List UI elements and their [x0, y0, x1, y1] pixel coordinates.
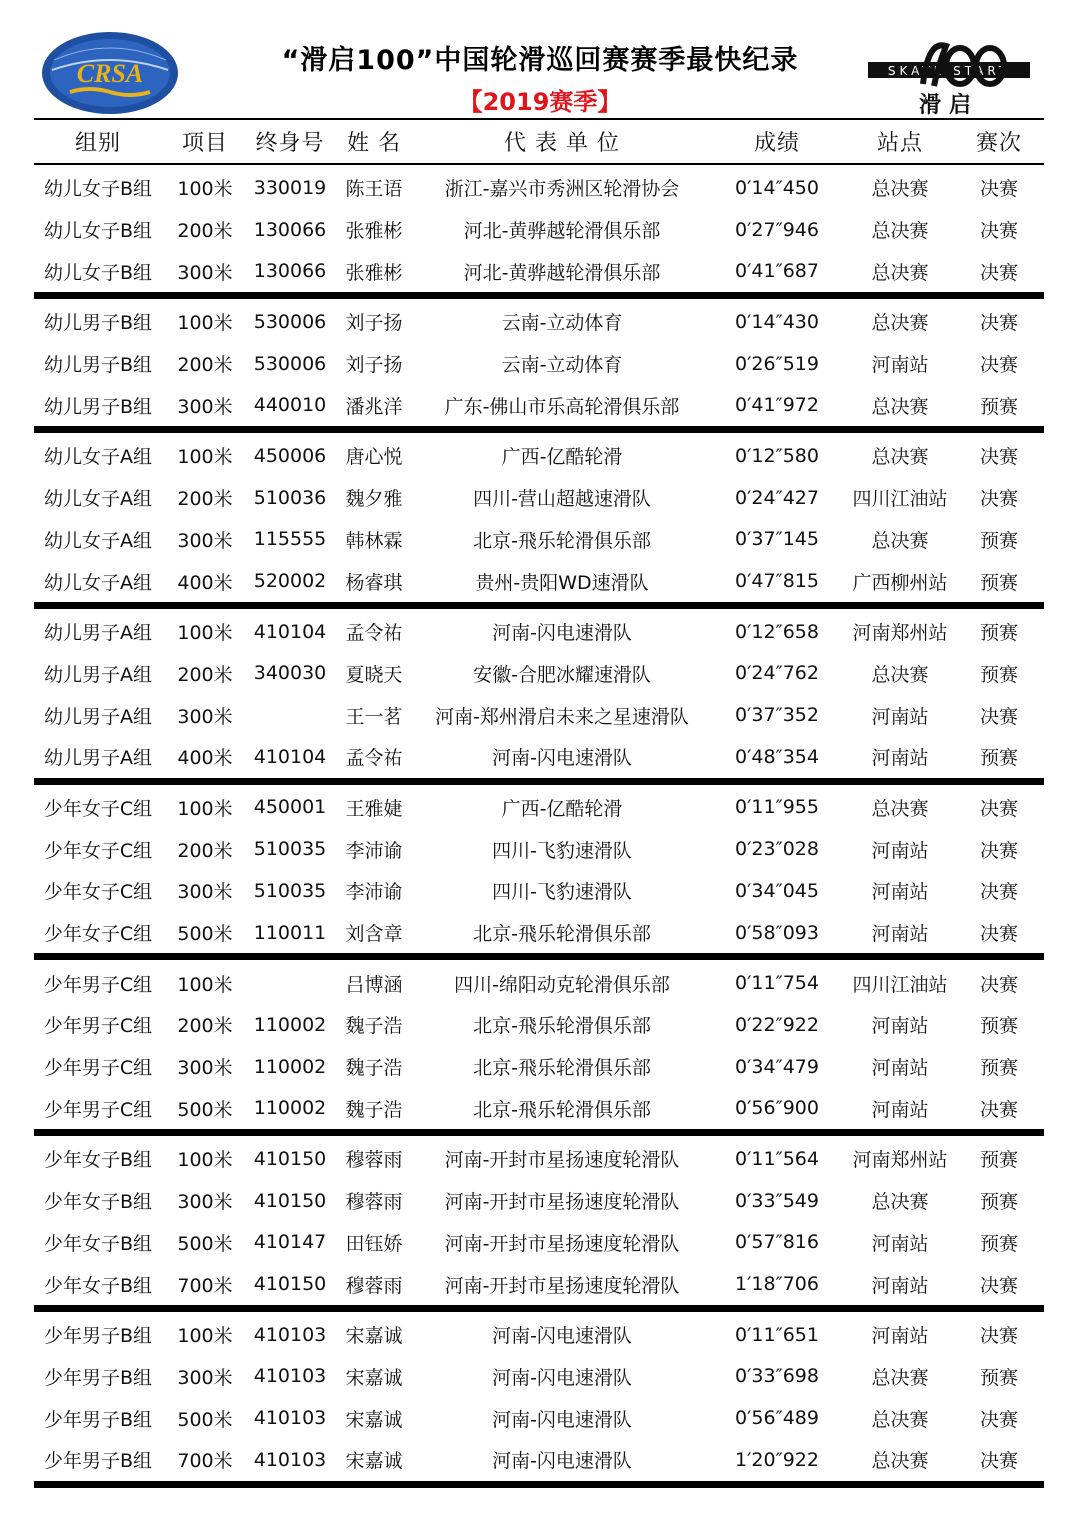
cell-result: 0′56″900 — [735, 1097, 819, 1120]
cell-group: 幼儿男子A组 — [44, 747, 152, 770]
cell-name: 陈王语 — [345, 178, 403, 201]
table-row — [34, 1046, 1044, 1088]
cell-unit: 贵州-贵阳WD速滑队 — [475, 571, 649, 594]
cell-result: 0′34″479 — [735, 1055, 819, 1078]
cell-id: 410103 — [253, 1407, 327, 1430]
column-header-station: 站点 — [846, 119, 954, 164]
cell-event: 300米 — [177, 881, 233, 904]
cell-round: 预赛 — [979, 622, 1018, 645]
cell-group: 少年女子C组 — [43, 923, 153, 946]
cell-event: 200米 — [177, 839, 233, 862]
cell-station: 总决赛 — [871, 529, 929, 552]
cell-event: 100米 — [177, 973, 233, 996]
cell-unit: 河南-闪电速滑队 — [492, 747, 632, 770]
cell-station: 河南站 — [871, 881, 929, 904]
skate-start-logo-icon — [868, 36, 1030, 118]
cell-group: 少年女子C组 — [43, 839, 153, 862]
cell-unit: 河南-开封市星扬速度轮滑队 — [444, 1191, 680, 1214]
cell-unit: 河南-闪电速滑队 — [492, 622, 632, 645]
cell-name: 宋嘉诚 — [345, 1366, 403, 1389]
cell-round: 决赛 — [979, 839, 1018, 862]
skate-start-logo-cn: 滑启 — [918, 93, 980, 118]
cell-group: 幼儿女子A组 — [44, 488, 152, 511]
cell-id: 510035 — [253, 838, 327, 861]
cell-round: 预赛 — [979, 1232, 1018, 1255]
cell-result: 0′33″698 — [735, 1365, 819, 1388]
cell-station: 河南站 — [871, 1015, 929, 1038]
table-row — [34, 912, 1044, 957]
cell-unit: 河北-黄骅越轮滑俱乐部 — [463, 261, 661, 284]
cell-unit: 河南-开封市星扬速度轮滑队 — [444, 1232, 680, 1255]
cell-group: 少年女子B组 — [43, 1232, 153, 1255]
cell-group: 少年男子C组 — [43, 1057, 153, 1080]
cell-group: 少年男子B组 — [43, 1450, 153, 1473]
cell-id: 115555 — [253, 528, 327, 551]
table-row — [34, 653, 1044, 695]
cell-result: 1′18″706 — [735, 1273, 819, 1296]
table-row — [34, 736, 1044, 781]
cell-event: 300米 — [177, 529, 233, 552]
cell-id: 520002 — [253, 570, 327, 593]
cell-event: 500米 — [177, 1232, 233, 1255]
cell-group: 幼儿女子A组 — [44, 446, 152, 469]
record-group — [34, 1133, 1044, 1309]
cell-result: 0′47″815 — [735, 570, 819, 593]
cell-station: 河南站 — [871, 923, 929, 946]
cell-round: 决赛 — [979, 261, 1018, 284]
cell-name: 宋嘉诚 — [345, 1325, 403, 1348]
cell-name: 刘含章 — [345, 923, 403, 946]
cell-group: 幼儿女子B组 — [43, 178, 153, 201]
cell-result: 0′58″093 — [735, 921, 819, 944]
cell-station: 总决赛 — [871, 663, 929, 686]
cell-name: 孟令祐 — [345, 747, 403, 770]
cell-round: 决赛 — [979, 1325, 1018, 1348]
cell-id: 110002 — [253, 1013, 327, 1036]
column-header-event: 项目 — [162, 119, 248, 164]
record-group — [34, 957, 1044, 1133]
records-table-wrap — [34, 118, 1044, 1488]
cell-id: 110002 — [253, 1097, 327, 1120]
cell-group: 幼儿男子A组 — [44, 663, 152, 686]
cell-id: 440010 — [253, 394, 327, 417]
cell-unit: 河南-开封市星扬速度轮滑队 — [444, 1274, 680, 1297]
cell-unit: 浙江-嘉兴市秀洲区轮滑协会 — [444, 178, 680, 201]
cell-unit: 北京-飛乐轮滑俱乐部 — [473, 1015, 651, 1038]
column-header-id: 终身号 — [248, 119, 332, 164]
column-header-result: 成绩 — [708, 119, 846, 164]
cell-result: 0′41″687 — [735, 260, 819, 283]
cell-round: 决赛 — [979, 1408, 1018, 1431]
cell-station: 总决赛 — [871, 797, 929, 820]
cell-name: 孟令祐 — [345, 622, 403, 645]
cell-name: 杨睿琪 — [345, 571, 403, 594]
cell-event: 700米 — [177, 1274, 233, 1297]
table-row — [34, 560, 1044, 605]
cell-round: 决赛 — [979, 973, 1018, 996]
cell-round: 决赛 — [979, 1274, 1018, 1297]
cell-name: 宋嘉诚 — [345, 1408, 403, 1431]
cell-result: 0′11″651 — [735, 1323, 819, 1346]
cell-id: 410103 — [253, 1365, 327, 1388]
cell-station: 河南站 — [871, 705, 929, 728]
cell-unit: 广东-佛山市乐高轮滑俱乐部 — [444, 395, 680, 418]
cell-unit: 河南-闪电速滑队 — [492, 1408, 632, 1431]
table-row — [34, 296, 1044, 343]
cell-event: 100米 — [177, 1149, 233, 1172]
cell-result: 0′26″519 — [735, 352, 819, 375]
cell-event: 200米 — [177, 220, 233, 243]
column-header-group: 组别 — [34, 119, 162, 164]
cell-round: 决赛 — [979, 220, 1018, 243]
table-row — [34, 1397, 1044, 1439]
cell-name: 田钰娇 — [345, 1232, 403, 1255]
record-group — [34, 296, 1044, 430]
cell-round: 决赛 — [979, 881, 1018, 904]
cell-station: 河南郑州站 — [852, 622, 948, 645]
table-row — [34, 1133, 1044, 1180]
cell-event: 100米 — [177, 178, 233, 201]
table-row — [34, 957, 1044, 1004]
cell-round: 决赛 — [979, 178, 1018, 201]
cell-group: 幼儿男子B组 — [43, 395, 153, 418]
cell-id: 530006 — [253, 310, 327, 333]
cell-group: 少年女子C组 — [43, 881, 153, 904]
page-title: “滑启100”中国轮滑巡回赛赛季最快纪录 — [281, 45, 799, 76]
table-row — [34, 343, 1044, 385]
cell-id: 410103 — [253, 1323, 327, 1346]
cell-unit: 河南-开封市星扬速度轮滑队 — [444, 1149, 680, 1172]
cell-name: 李沛谕 — [345, 839, 403, 862]
cell-unit: 广西-亿酷轮滑 — [501, 797, 623, 820]
cell-id: 450006 — [253, 444, 327, 467]
cell-group: 少年男子B组 — [43, 1366, 153, 1389]
cell-station: 河南站 — [871, 747, 929, 770]
table-row — [34, 1222, 1044, 1264]
cell-group: 幼儿男子A组 — [44, 705, 152, 728]
cell-event: 300米 — [177, 395, 233, 418]
record-group — [34, 781, 1044, 957]
table-row — [34, 1263, 1044, 1308]
cell-name: 张雅彬 — [345, 220, 403, 243]
cell-station: 河南站 — [871, 354, 929, 377]
cell-name: 刘子扬 — [345, 354, 403, 377]
cell-id: 110011 — [253, 921, 327, 944]
cell-id: 510035 — [253, 879, 327, 902]
cell-round: 决赛 — [979, 923, 1018, 946]
cell-result: 0′24″427 — [735, 486, 819, 509]
cell-result: 0′48″354 — [735, 745, 819, 768]
cell-group: 少年男子B组 — [43, 1325, 153, 1348]
cell-event: 300米 — [177, 1191, 233, 1214]
cell-unit: 河北-黄骅越轮滑俱乐部 — [463, 220, 661, 243]
cell-result: 0′12″580 — [735, 444, 819, 467]
record-group — [34, 430, 1044, 606]
cell-unit: 河南-闪电速滑队 — [492, 1325, 632, 1348]
page-header — [0, 0, 1080, 120]
cell-result: 0′22″922 — [735, 1013, 819, 1036]
cell-station: 河南站 — [871, 1325, 929, 1348]
cell-name: 魏夕雅 — [345, 488, 403, 511]
cell-unit: 四川-飞豹速滑队 — [492, 881, 632, 904]
cell-result: 0′27″946 — [735, 218, 819, 241]
cell-result: 0′12″658 — [735, 620, 819, 643]
cell-id: 410150 — [253, 1273, 327, 1296]
cell-round: 预赛 — [979, 1015, 1018, 1038]
cell-round: 决赛 — [979, 797, 1018, 820]
cell-id: 110002 — [253, 1055, 327, 1078]
table-header-row — [34, 119, 1044, 164]
cell-event: 100米 — [177, 1325, 233, 1348]
table-row — [34, 1180, 1044, 1222]
cell-station: 总决赛 — [871, 1191, 929, 1214]
cell-name: 唐心悦 — [345, 446, 403, 469]
table-row — [34, 519, 1044, 561]
cell-name: 宋嘉诚 — [345, 1450, 403, 1473]
cell-event: 200米 — [177, 663, 233, 686]
cell-unit: 四川-飞豹速滑队 — [492, 839, 632, 862]
cell-group: 少年男子C组 — [43, 1015, 153, 1038]
cell-station: 河南站 — [871, 839, 929, 862]
cell-round: 预赛 — [979, 1366, 1018, 1389]
cell-id: 410104 — [253, 745, 327, 768]
cell-round: 预赛 — [979, 571, 1018, 594]
cell-group: 幼儿女子A组 — [44, 571, 152, 594]
column-header-unit: 代 表 单 位 — [416, 119, 708, 164]
cell-unit: 广西-亿酷轮滑 — [501, 446, 623, 469]
cell-group: 少年女子B组 — [43, 1274, 153, 1297]
cell-group: 幼儿女子B组 — [43, 261, 153, 284]
table-row — [34, 1004, 1044, 1046]
cell-station: 总决赛 — [871, 220, 929, 243]
cell-station: 四川江油站 — [852, 973, 948, 996]
cell-name: 魏子浩 — [345, 1015, 403, 1038]
cell-event: 700米 — [177, 1450, 233, 1473]
cell-name: 穆蓉雨 — [345, 1149, 403, 1172]
cell-event: 100米 — [177, 797, 233, 820]
cell-unit: 河南-闪电速滑队 — [492, 1450, 632, 1473]
cell-station: 总决赛 — [871, 1408, 929, 1431]
cell-id: 130066 — [253, 218, 327, 241]
cell-station: 河南站 — [871, 1232, 929, 1255]
cell-round: 预赛 — [979, 1057, 1018, 1080]
cell-event: 200米 — [177, 1015, 233, 1038]
cell-unit: 北京-飛乐轮滑俱乐部 — [473, 923, 651, 946]
cell-name: 韩林霖 — [345, 529, 403, 552]
cell-group: 幼儿女子A组 — [44, 529, 152, 552]
cell-event: 500米 — [177, 1098, 233, 1121]
cell-station: 河南站 — [871, 1274, 929, 1297]
table-row — [34, 477, 1044, 519]
cell-event: 100米 — [177, 312, 233, 335]
cell-result: 0′37″352 — [735, 704, 819, 727]
table-row — [34, 1356, 1044, 1398]
cell-unit: 北京-飛乐轮滑俱乐部 — [473, 1098, 651, 1121]
cell-name: 王雅婕 — [345, 797, 403, 820]
cell-id: 340030 — [253, 662, 327, 685]
cell-name: 潘兆洋 — [345, 395, 403, 418]
cell-name: 吕博涵 — [345, 973, 403, 996]
table-row — [34, 605, 1044, 652]
cell-round: 预赛 — [979, 1191, 1018, 1214]
cell-result: 0′41″972 — [735, 394, 819, 417]
cell-id: 410147 — [253, 1231, 327, 1254]
cell-unit: 四川-绵阳动克轮滑俱乐部 — [454, 973, 670, 996]
cell-event: 400米 — [177, 571, 233, 594]
cell-station: 总决赛 — [871, 1450, 929, 1473]
cell-station: 总决赛 — [871, 178, 929, 201]
cell-station: 四川江油站 — [852, 488, 948, 511]
cell-group: 少年男子B组 — [43, 1408, 153, 1431]
cell-station: 总决赛 — [871, 312, 929, 335]
cell-result: 0′14″450 — [735, 176, 819, 199]
cell-unit: 四川-营山超越速滑队 — [473, 488, 651, 511]
cell-station: 总决赛 — [871, 446, 929, 469]
cell-round: 决赛 — [979, 1098, 1018, 1121]
cell-result: 0′56″489 — [735, 1407, 819, 1430]
cell-round: 预赛 — [979, 395, 1018, 418]
season-label: 【2019赛季】 — [458, 88, 622, 116]
cell-event: 300米 — [177, 1366, 233, 1389]
table-row — [34, 828, 1044, 870]
cell-id: 410104 — [253, 620, 327, 643]
cell-station: 总决赛 — [871, 395, 929, 418]
cell-id: 410150 — [253, 1147, 327, 1170]
table-row — [34, 164, 1044, 209]
cell-group: 少年男子C组 — [43, 1098, 153, 1121]
cell-id: 410150 — [253, 1189, 327, 1212]
cell-name: 穆蓉雨 — [345, 1274, 403, 1297]
cell-group: 幼儿女子B组 — [43, 220, 153, 243]
cell-round: 决赛 — [979, 446, 1018, 469]
cell-unit: 河南-闪电速滑队 — [492, 1366, 632, 1389]
table-row — [34, 694, 1044, 736]
cell-name: 魏子浩 — [345, 1057, 403, 1080]
cell-station: 河南站 — [871, 1098, 929, 1121]
cell-event: 500米 — [177, 923, 233, 946]
cell-station: 河南郑州站 — [852, 1149, 948, 1172]
cell-group: 少年女子B组 — [43, 1191, 153, 1214]
cell-round: 预赛 — [979, 663, 1018, 686]
cell-station: 广西柳州站 — [852, 571, 948, 594]
cell-station: 总决赛 — [871, 261, 929, 284]
column-header-round: 赛次 — [954, 119, 1044, 164]
cell-round: 决赛 — [979, 312, 1018, 335]
cell-unit: 云南-立动体育 — [501, 312, 623, 335]
cell-name: 刘子扬 — [345, 312, 403, 335]
cell-round: 预赛 — [979, 747, 1018, 770]
cell-id: 450001 — [253, 796, 327, 819]
cell-group: 幼儿男子A组 — [44, 622, 152, 645]
cell-name: 李沛谕 — [345, 881, 403, 904]
cell-round: 决赛 — [979, 488, 1018, 511]
cell-result: 0′14″430 — [735, 310, 819, 333]
cell-event: 300米 — [177, 1057, 233, 1080]
cell-event: 400米 — [177, 747, 233, 770]
cell-result: 0′11″955 — [735, 796, 819, 819]
cell-name: 夏晓天 — [345, 663, 403, 686]
cell-group: 幼儿男子B组 — [43, 312, 153, 335]
table-row — [34, 781, 1044, 828]
cell-station: 河南站 — [871, 1057, 929, 1080]
cell-result: 1′20″922 — [735, 1448, 819, 1471]
cell-event: 200米 — [177, 488, 233, 511]
cell-unit: 河南-郑州滑启未来之星速滑队 — [435, 705, 689, 728]
cell-event: 300米 — [177, 705, 233, 728]
cell-id — [248, 957, 332, 1004]
cell-result: 0′11″754 — [735, 972, 819, 995]
cell-event: 300米 — [177, 261, 233, 284]
table-row — [34, 209, 1044, 251]
cell-name: 穆蓉雨 — [345, 1191, 403, 1214]
cell-round: 预赛 — [979, 529, 1018, 552]
cell-unit: 北京-飛乐轮滑俱乐部 — [473, 1057, 651, 1080]
cell-round: 决赛 — [979, 1450, 1018, 1473]
records-table — [34, 118, 1044, 1488]
table-row — [34, 250, 1044, 295]
table-row — [34, 1308, 1044, 1355]
cell-unit: 北京-飛乐轮滑俱乐部 — [473, 529, 651, 552]
record-group — [34, 605, 1044, 781]
cell-result: 0′34″045 — [735, 879, 819, 902]
column-header-name: 姓 名 — [332, 119, 416, 164]
cell-result: 0′37″145 — [735, 528, 819, 551]
cell-group: 幼儿男子B组 — [43, 354, 153, 377]
cell-name: 魏子浩 — [345, 1098, 403, 1121]
cell-result: 0′11″564 — [735, 1147, 819, 1170]
cell-unit: 安徽-合肥冰耀速滑队 — [473, 663, 651, 686]
cell-result: 0′57″816 — [735, 1231, 819, 1254]
cell-station: 总决赛 — [871, 1366, 929, 1389]
cell-id: 410103 — [253, 1448, 327, 1471]
cell-group: 少年女子B组 — [43, 1149, 153, 1172]
cell-event: 200米 — [177, 354, 233, 377]
cell-result: 0′24″762 — [735, 662, 819, 685]
cell-group: 少年男子C组 — [43, 973, 153, 996]
table-row — [34, 1439, 1044, 1484]
table-row — [34, 384, 1044, 429]
table-row — [34, 870, 1044, 912]
cell-round: 决赛 — [979, 354, 1018, 377]
cell-group: 少年女子C组 — [43, 797, 153, 820]
table-row — [34, 430, 1044, 477]
cell-event: 500米 — [177, 1408, 233, 1431]
cell-event: 100米 — [177, 446, 233, 469]
cell-id: 510036 — [253, 486, 327, 509]
skate-start-logo-text: SKATE START — [887, 64, 1011, 78]
cell-round: 决赛 — [979, 705, 1018, 728]
cell-id: 530006 — [253, 352, 327, 375]
record-group — [34, 164, 1044, 296]
cell-unit: 云南-立动体育 — [501, 354, 623, 377]
cell-round: 预赛 — [979, 1149, 1018, 1172]
crsa-logo-text: CRSA — [76, 59, 144, 88]
table-row — [34, 1087, 1044, 1132]
record-group — [34, 1308, 1044, 1484]
cell-id: 130066 — [253, 260, 327, 283]
cell-name: 王一茗 — [345, 705, 403, 728]
cell-event: 100米 — [177, 622, 233, 645]
cell-result: 0′33″549 — [735, 1189, 819, 1212]
cell-result: 0′23″028 — [735, 838, 819, 861]
cell-name: 张雅彬 — [345, 261, 403, 284]
cell-id: 330019 — [253, 176, 327, 199]
cell-id — [248, 694, 332, 736]
